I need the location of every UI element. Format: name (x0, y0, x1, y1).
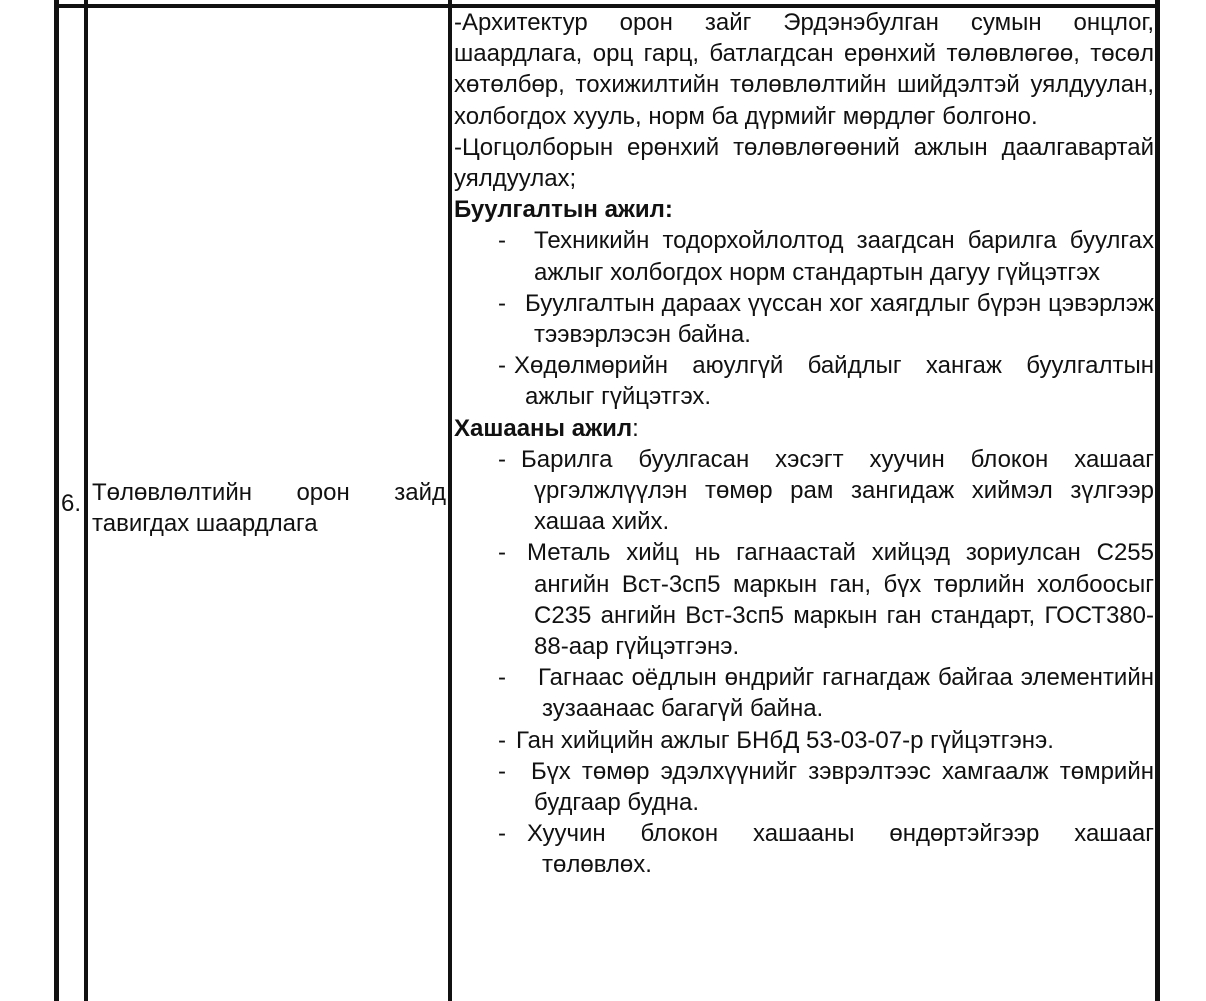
demolition-item-text: Хөдөлмөрийн аюулгүй байдлыг хангаж буулгалтын ажлыг гүйцэтгэх. (514, 352, 1154, 411)
list-dash: - (498, 289, 506, 317)
fence-item-text: Бүх төмөр эдэлхүүнийг зэврэлтээс хамгаалж төмрийн будгаар будна. (531, 757, 1154, 817)
fence-item (454, 444, 1154, 538)
fence-item-text: Ган хийцийн ажлыг БНбД 53-03-07-р гүйцэтгэнэ. (516, 726, 1054, 754)
section-demolition-title: Буулгалтын ажил: (454, 196, 673, 224)
list-dash: - (498, 757, 506, 785)
demolition-item-text: Техникийн тодорхойлолтод заагдсан барилга буулгах ажлыг холбогдох норм стандартын дагуу гүйцэтгэх (534, 227, 1154, 286)
list-dash: - (498, 445, 506, 473)
fence-list (454, 444, 1154, 881)
requirement-line-1: Төлөвлөлтийн орон зайд (92, 479, 446, 506)
fence-item-text: Металь хийц нь гагнаастай хийцэд зориулсан С255 ангийн Вст-3сп5 маркын ган, бүх төрлийн холбоосыг С235 ангийн Вст-3сп5 маркын ган стандарт, ГОСТ380-88-аар гүйцэтгэнэ. (527, 539, 1154, 661)
fence-item (454, 818, 1154, 880)
fence-item (454, 725, 1154, 756)
demolition-item-text: Буулгалтын дараах үүссан хог хаягдлыг бүрэн цэвэрлэж тээвэрлэсэн байна. (525, 289, 1154, 349)
requirement-content (454, 7, 1154, 881)
paragraph-master-plan: -Цогцолборын ерөнхий төлөвлөгөөний ажлын даалгавартай уялдуулах; (454, 133, 1154, 193)
list-dash: - (498, 726, 506, 754)
section-fence-title (454, 413, 1154, 444)
demolition-item (454, 225, 1154, 287)
table-border-right (1155, 0, 1160, 1001)
row-number: 6. (61, 490, 82, 517)
table-border-num (84, 0, 88, 1001)
fence-item (454, 537, 1154, 662)
requirement-line-2: тавигдах шаардлага (92, 510, 318, 537)
requirement-name (92, 477, 446, 539)
fence-item (454, 756, 1154, 818)
table-border-mid (448, 0, 452, 1001)
list-dash: - (498, 664, 506, 692)
table-border-left (54, 0, 59, 1001)
fence-item (454, 662, 1154, 724)
list-dash: - (498, 227, 506, 255)
list-dash: - (498, 539, 506, 567)
list-dash: - (498, 352, 506, 380)
section-fence-colon: : (632, 414, 639, 442)
demolition-item (454, 288, 1154, 350)
section-fence-title-text: Хашааны ажил (454, 414, 633, 442)
demolition-item (454, 350, 1154, 412)
paragraph-architecture: -Архитектур орон зайг Эрдэнэбулган сумын онцлог, шаардлага, орц гарц, батлагдсан ерөнхий төлөвлөгөө, төсөл хөтөлбөр, тохижилтийн төлөвлөлтийн шийдэлтэй уялдуулан, холбогдох хууль, норм ба дүрмийг мөрдлөг болгоно. (454, 9, 1154, 130)
fence-item-text: Хуучин блокон хашааны өндөртэйгээр хашааг төлөвлөх. (527, 820, 1154, 879)
demolition-list (454, 225, 1154, 412)
list-dash: - (498, 820, 506, 848)
fence-item-text: Барилга буулгасан хэсэгт хуучин блокон хашааг үргэлжлүүлэн төмөр рам зангидаж хиймэл зүлгээр хашаа хийх. (521, 445, 1154, 536)
fence-item-text: Гагнаас оёдлын өндрийг гагнагдаж байгаа элементийн зузаанаас багагүй байна. (538, 664, 1154, 723)
